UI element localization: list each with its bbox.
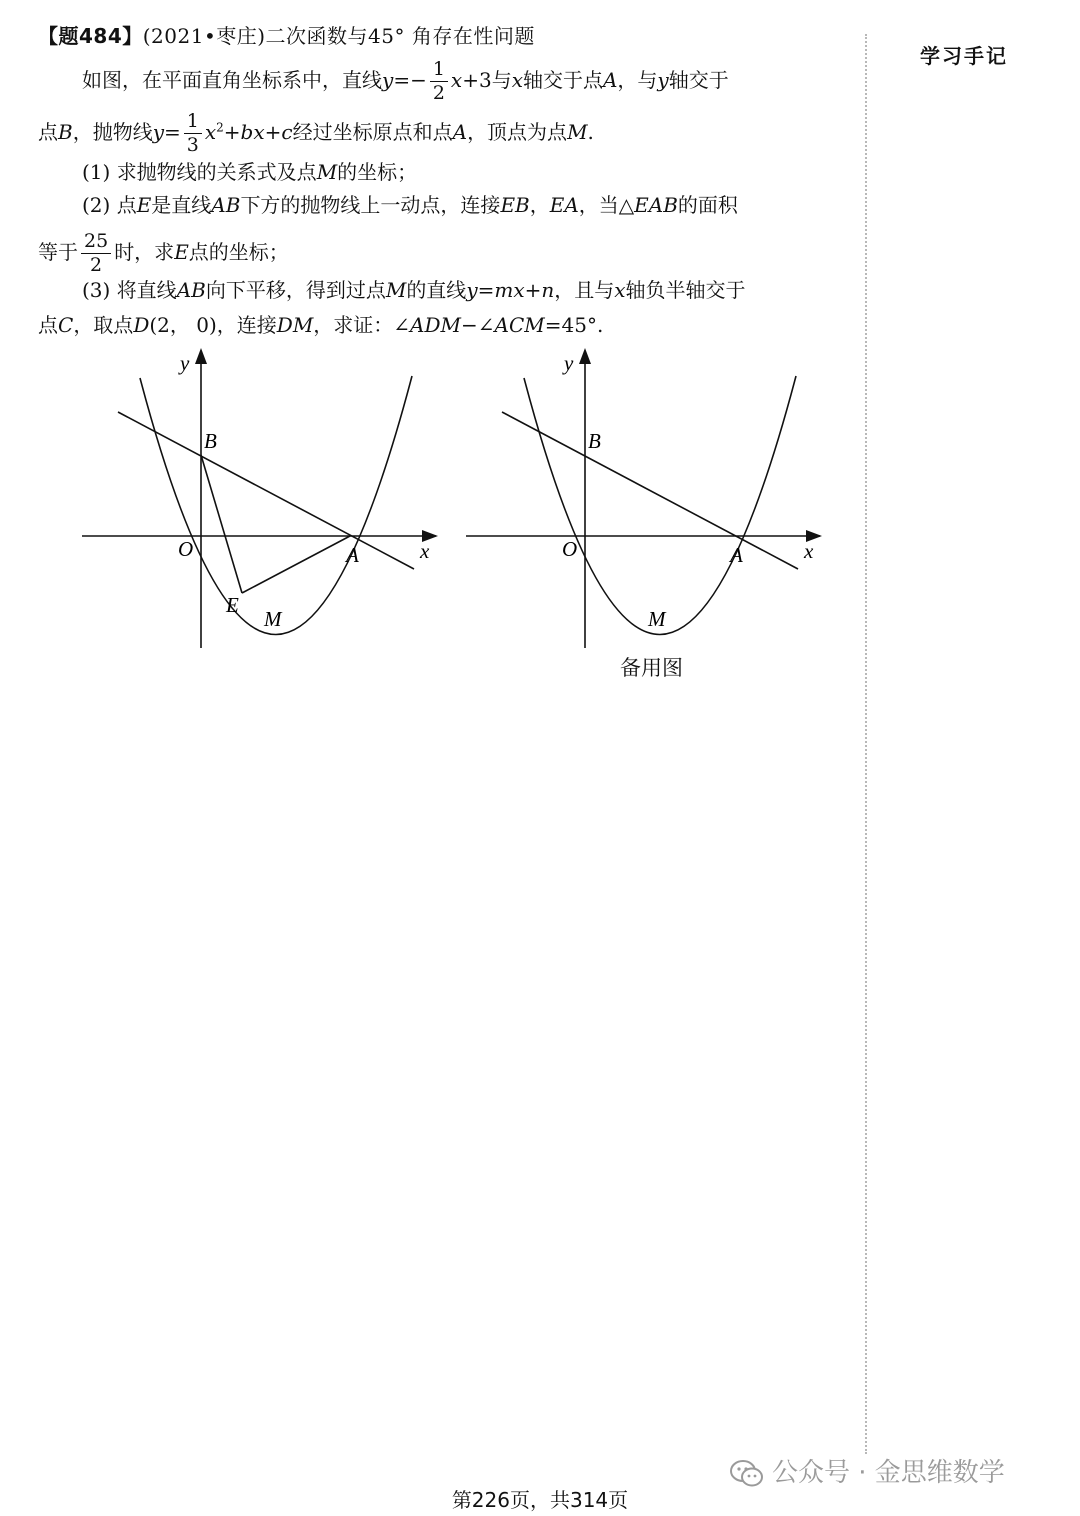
question-1 — [82, 158, 417, 186]
problem-paragraph-1 — [82, 60, 729, 103]
var-y: y — [152, 120, 165, 144]
text: 经过坐标原点和点 — [292, 120, 453, 144]
problem-number: 【题484】 — [38, 24, 143, 48]
point-B: B — [58, 120, 73, 144]
var-x: x — [614, 278, 626, 302]
label-y: y — [180, 351, 190, 375]
point-A: A — [452, 120, 468, 144]
point-M: M — [316, 160, 338, 184]
label-O: O — [562, 537, 578, 561]
frac-num: 1 — [430, 60, 448, 82]
segment-EA: EA — [549, 193, 579, 217]
margin-divider — [865, 34, 867, 1454]
text: ，且与 — [554, 278, 615, 302]
text: ， — [529, 193, 550, 217]
label-M: M — [648, 607, 666, 631]
text: 向下平移，得到过点 — [205, 278, 386, 302]
text: (1) 求抛物线的关系式及点 — [82, 160, 317, 184]
text: 如图，在平面直角坐标系中，直线 — [82, 68, 382, 92]
fraction-one-third — [184, 112, 202, 155]
frac-den: 2 — [90, 254, 103, 276]
text: (2) 点 — [82, 193, 137, 217]
text: 轴交于点 — [522, 68, 603, 92]
line-AB — [118, 412, 414, 569]
text: 下方的抛物线上一动点，连接 — [240, 193, 501, 217]
var-y: y — [657, 68, 669, 92]
problem-title — [38, 20, 535, 49]
line-AB — [502, 412, 798, 569]
wechat-account-name: 公众号 · 金思维数学 — [772, 1458, 1005, 1488]
point-A: A — [602, 68, 618, 92]
fraction-25-over-2 — [81, 232, 111, 275]
text: 轴交于 — [668, 68, 729, 92]
text: 等于 — [38, 240, 78, 264]
triangle-EAB: EAB — [634, 193, 678, 217]
text: = — [164, 120, 181, 144]
exponent: 2 — [216, 120, 224, 135]
figure-2-spare — [460, 340, 830, 660]
equation: y=mx+n — [466, 278, 555, 302]
text: (3) 将直线 — [82, 278, 177, 302]
text: 点 — [38, 313, 58, 337]
question-2-continued — [38, 232, 289, 275]
segment-DM: DM — [276, 313, 314, 337]
text: 与 — [491, 68, 512, 92]
var-x: x — [204, 120, 217, 144]
segment-EA — [242, 536, 350, 593]
point-D: D — [133, 313, 150, 337]
label-x: x — [420, 539, 430, 563]
point-M: M — [567, 120, 588, 144]
page-number: 第226页，共314页 — [451, 1488, 629, 1512]
label-A: A — [730, 543, 743, 567]
text: 的面积 — [677, 193, 738, 217]
text: =45°. — [544, 313, 604, 337]
problem-paragraph-2 — [38, 112, 594, 155]
problem-source: (2021•枣庄)二次函数与45° 角存在性问题 — [142, 24, 535, 48]
frac-num: 1 — [184, 112, 202, 134]
question-3-continued — [38, 311, 603, 339]
question-2 — [82, 191, 738, 219]
point-M: M — [385, 278, 407, 302]
text: ，与 — [617, 68, 658, 92]
point-E: E — [136, 193, 152, 217]
segment-EB — [201, 455, 242, 593]
text: ，顶点为点 — [467, 120, 568, 144]
text: 点 — [38, 120, 58, 144]
text: . — [587, 120, 594, 144]
text: 点的坐标； — [188, 240, 289, 264]
fraction-one-half — [430, 60, 448, 103]
y-axis-arrow-icon — [195, 348, 207, 364]
label-E: E — [226, 593, 239, 617]
label-y: y — [564, 351, 574, 375]
y-axis-arrow-icon — [579, 348, 591, 364]
spare-figure-caption: 备用图 — [620, 656, 683, 680]
text: 是直线 — [151, 193, 212, 217]
line-AB: AB — [211, 193, 241, 217]
line-AB: AB — [176, 278, 206, 302]
var-x: x — [450, 68, 463, 92]
text: +3 — [462, 68, 492, 92]
text: ，当△ — [578, 193, 635, 217]
text: ，求证： — [313, 313, 394, 337]
segment-EB: EB — [500, 193, 530, 217]
label-B: B — [588, 429, 601, 453]
text: =− — [393, 68, 427, 92]
frac-den: 3 — [186, 134, 199, 156]
text: 的直线 — [406, 278, 467, 302]
text: 的坐标； — [337, 160, 418, 184]
label-A: A — [346, 543, 359, 567]
text: ，取点 — [73, 313, 134, 337]
notes-label: 学习手记 — [920, 44, 1008, 68]
var-x: x — [511, 68, 523, 92]
frac-den: 2 — [432, 82, 445, 104]
label-O: O — [178, 537, 194, 561]
frac-num: 25 — [81, 232, 111, 254]
text: 轴负半轴交于 — [625, 278, 746, 302]
label-B: B — [204, 429, 217, 453]
label-M: M — [264, 607, 282, 631]
parabola — [524, 376, 796, 635]
var-y: y — [382, 68, 394, 92]
text: ，抛物线 — [72, 120, 153, 144]
question-3 — [82, 276, 746, 304]
text: 时，求 — [114, 240, 175, 264]
point-E: E — [174, 240, 189, 264]
parabola — [140, 376, 412, 635]
point-C: C — [58, 313, 74, 337]
text: (2， 0)，连接 — [149, 313, 277, 337]
expression: +bx+c — [223, 120, 293, 144]
label-x: x — [804, 539, 814, 563]
figure-1 — [76, 340, 446, 660]
angle-expression: ∠ADM−∠ACM — [393, 313, 545, 337]
